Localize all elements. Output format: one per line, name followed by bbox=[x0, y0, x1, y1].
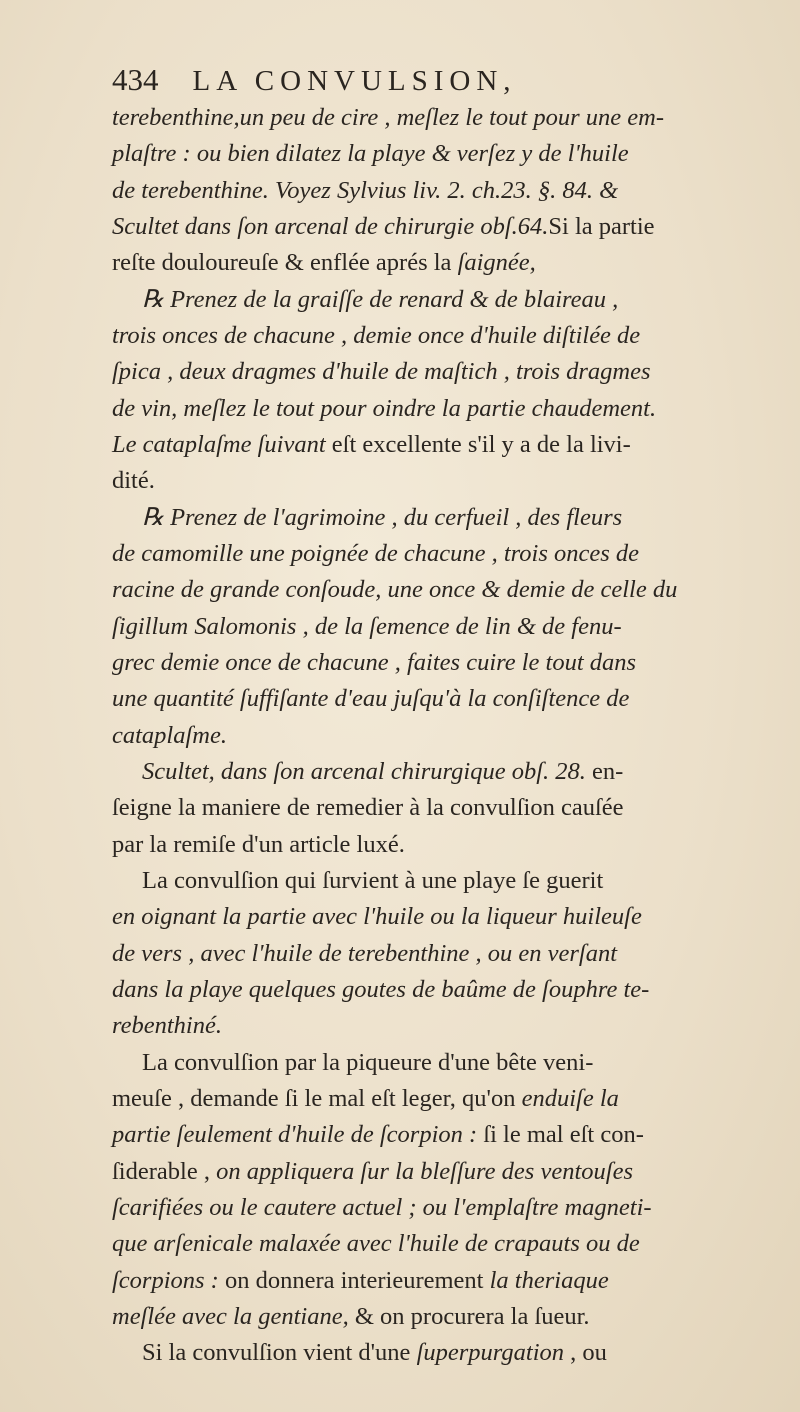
text-line bbox=[112, 1335, 770, 1371]
text-line bbox=[112, 136, 770, 172]
text-run: de camomille une poignée de chacune , trois onces de bbox=[112, 539, 640, 567]
text-run: La convulſion qui ſurvient à une playe ſe guerit bbox=[142, 866, 604, 894]
text-line bbox=[112, 863, 770, 899]
text-line bbox=[112, 754, 770, 790]
text-run: plaſtre : ou bien dilatez la playe & verſez y de l'huile bbox=[112, 140, 629, 168]
text-run: en oignant la partie avec l'huile ou la liqueur huileuſe bbox=[112, 903, 642, 931]
text-run: Si la convulſion vient d'une bbox=[142, 1339, 417, 1367]
text-line bbox=[112, 972, 770, 1008]
text-run: Le cataplaſme ſuivant bbox=[112, 430, 326, 458]
text-line bbox=[112, 318, 770, 354]
text-run: La convulſion par la piqueure d'une bête veni- bbox=[142, 1048, 594, 1076]
text-line bbox=[112, 1045, 770, 1081]
text-line bbox=[112, 827, 770, 863]
text-line bbox=[112, 645, 770, 681]
text-line bbox=[112, 790, 770, 826]
text-run: dans la playe quelques goutes de baûme de ſouphre te- bbox=[112, 975, 650, 1003]
text-line bbox=[112, 1299, 770, 1335]
running-title: LA CONVULSION, bbox=[192, 65, 517, 97]
page-number: 434 bbox=[112, 62, 159, 97]
text-run: dité. bbox=[112, 467, 155, 495]
text-line bbox=[112, 1117, 770, 1153]
text-line bbox=[112, 500, 770, 536]
text-run: & on procurera la ſueur. bbox=[348, 1302, 590, 1330]
text-run: Scultet dans ſon arcenal de chirurgie obſ.64. bbox=[112, 212, 549, 240]
text-line bbox=[112, 209, 770, 245]
text-run: que arſenicale malaxée avec l'huile de crapauts ou de bbox=[112, 1230, 640, 1258]
text-run: cataplaſme. bbox=[112, 721, 227, 749]
text-run: terebenthine,un peu de cire , meſlez le tout pour une em- bbox=[112, 104, 664, 131]
text-line bbox=[112, 681, 770, 717]
text-run: en- bbox=[585, 757, 624, 785]
text-run: ſcorpions : bbox=[112, 1266, 219, 1294]
text-line bbox=[112, 899, 770, 935]
text-run: Si la partie bbox=[548, 212, 655, 240]
text-run: ſaignée, bbox=[457, 249, 536, 277]
text-run: grec demie once de chacune , faites cuire le tout dans bbox=[112, 648, 637, 676]
text-line bbox=[112, 1226, 770, 1262]
text-run: de vers , avec l'huile de terebenthine , ou en verſant bbox=[112, 939, 618, 967]
text-line bbox=[112, 427, 770, 463]
text-run: de terebenthine. Voyez Sylvius liv. 2. ch.23. §. 84. & bbox=[112, 176, 619, 204]
text-run: reſte douloureuſe & enflée aprés la bbox=[112, 249, 458, 277]
text-run: enduiſe la bbox=[521, 1084, 619, 1112]
text-run: par la remiſe d'un article luxé. bbox=[112, 830, 405, 858]
text-run: ℞ Prenez de la graiſſe de renard & de blaireau , bbox=[142, 285, 619, 313]
text-run: Scultet, dans ſon arcenal chirurgique obſ. 28. bbox=[142, 757, 586, 785]
text-line bbox=[112, 936, 770, 972]
text-run: eſt excellente s'il y a de la livi- bbox=[325, 430, 631, 458]
text-run: de vin, meſlez le tout pour oindre la partie chaudement. bbox=[112, 394, 657, 422]
text-run: , ou bbox=[564, 1339, 607, 1367]
text-line bbox=[112, 536, 770, 572]
text-line bbox=[112, 1190, 770, 1226]
text-run: ſcarifiées ou le cautere actuel ; ou l'emplaſtre magneti- bbox=[112, 1193, 652, 1221]
text-line bbox=[112, 1154, 770, 1190]
text-line bbox=[112, 572, 770, 608]
text-run: ſuperpurgation bbox=[416, 1339, 565, 1367]
text-line bbox=[112, 1008, 770, 1044]
text-line bbox=[112, 609, 770, 645]
text-line bbox=[112, 463, 770, 499]
text-run: ℞ Prenez de l'agrimoine , du cerfueil , des fleurs bbox=[142, 503, 623, 531]
text-line bbox=[112, 391, 770, 427]
text-run: meſlée avec la gentiane, bbox=[112, 1302, 349, 1330]
text-line bbox=[112, 173, 770, 209]
text-line bbox=[112, 354, 770, 390]
text-run: ſigillum Salomonis , de la ſemence de lin & de fenu- bbox=[112, 612, 622, 640]
text-line bbox=[112, 718, 770, 754]
text-run: rebenthiné. bbox=[112, 1012, 222, 1040]
text-run: meuſe , demande ſi le mal eſt leger, qu'on bbox=[112, 1084, 522, 1112]
text-run: racine de grande conſoude, une once & demie de celle du bbox=[112, 576, 678, 604]
text-run: partie ſeulement d'huile de ſcorpion : bbox=[112, 1121, 478, 1149]
text-run: on appliquera ſur la bleſſure des ventouſes bbox=[216, 1157, 633, 1185]
text-line bbox=[112, 245, 770, 281]
text-line bbox=[112, 1081, 770, 1117]
text-run: on donnera interieurement bbox=[218, 1266, 490, 1294]
text-run: ſi le mal eſt con- bbox=[477, 1121, 644, 1149]
text-line bbox=[112, 100, 770, 136]
body-text bbox=[112, 100, 770, 1371]
text-line bbox=[112, 282, 770, 318]
text-run: ſpica , deux dragmes d'huile de maſtich , trois dragmes bbox=[112, 358, 651, 386]
text-run: la theriaque bbox=[489, 1266, 609, 1294]
text-run: ſiderable , bbox=[112, 1157, 217, 1185]
text-run: une quantité ſuffiſante d'eau juſqu'à la conſiſtence de bbox=[112, 685, 630, 713]
text-run: trois onces de chacune , demie once d'huile diſtilée de bbox=[112, 321, 641, 349]
text-run: ſeigne la maniere de remedier à la convulſion cauſée bbox=[112, 794, 624, 822]
text-line bbox=[112, 1263, 770, 1299]
